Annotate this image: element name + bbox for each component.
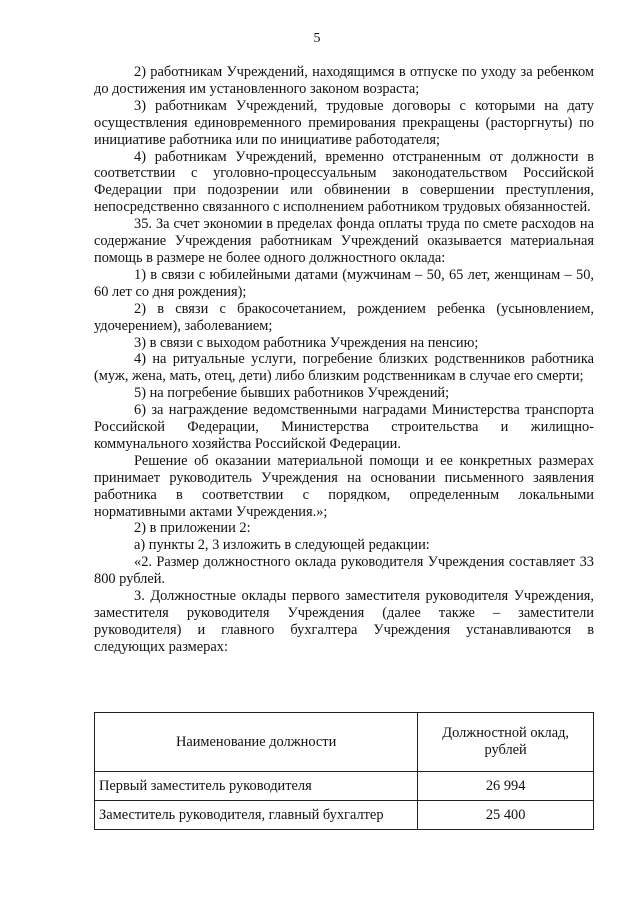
table-cell-salary: 26 994 xyxy=(418,772,594,801)
table-row xyxy=(95,772,594,801)
paragraph-aid-funeral: 4) на ритуальные услуги, погребение близких родственников работника (муж, жена, мать, отец, дети) либо близким родственникам в случае его смерти; xyxy=(94,351,594,385)
body-text xyxy=(94,64,594,656)
page-number: 5 xyxy=(313,31,321,46)
table-cell-position: Первый заместитель руководителя xyxy=(95,772,418,801)
paragraph-aid-former-employees: 5) на погребение бывших работников Учреждений; xyxy=(134,385,450,402)
column-header-salary: Должностной оклад, рублей xyxy=(418,713,594,772)
paragraph-item-2-parental-leave: 2) работникам Учреждений, находящимся в отпуске по уходу за ребенком до достижения им установленного законом возраста; xyxy=(94,64,594,97)
paragraph-director-salary: «2. Размер должностного оклада руководителя Учреждения составляет 33 800 рублей. xyxy=(94,554,594,588)
salary-table xyxy=(94,712,594,830)
column-header-position: Наименование должности xyxy=(95,713,418,772)
paragraph-points-2-3: а) пункты 2, 3 изложить в следующей редакции: xyxy=(134,537,430,554)
paragraph-item-3-terminated-contracts: 3) работникам Учреждений, трудовые договоры с которыми на дату осуществления единовременного премирования прекращены (расторгнуты) по инициативе работника или по инициативе работодателя; xyxy=(94,97,594,148)
paragraph-aid-retirement: 3) в связи с выходом работника Учреждения на пенсию; xyxy=(134,334,479,351)
table-header-row xyxy=(95,713,594,772)
paragraph-deputy-salaries: 3. Должностные оклады первого заместителя руководителя Учреждения, заместителя руководителя Учреждения (далее также – заместители руководителя) и главного бухгалтера Учреждения устанавливаются в следующих размерах: xyxy=(94,588,594,655)
paragraph-35-material-aid: 35. За счет экономии в пределах фонда оплаты труда по смете расходов на содержание Учреждения работникам Учреждений оказывается материальная помощь в размере не более одного должностного оклада: xyxy=(94,216,594,266)
paragraph-aid-awards: 6) за награждение ведомственными наградами Министерства транспорта Российской Федерации, Министерства строительства и жилищно-коммунального хозяйства Российской Федерации. xyxy=(94,402,594,452)
paragraph-appendix-2: 2) в приложении 2: xyxy=(134,520,251,537)
paragraph-aid-anniversary: 1) в связи с юбилейными датами (мужчинам – 50, 65 лет, женщинам – 50, 60 лет со дня рождения); xyxy=(94,266,594,300)
paragraph-aid-marriage: 2) в связи с бракосочетанием, рождением ребенка (усыновлением, удочерением), заболеванием; xyxy=(94,300,594,334)
paragraph-item-4-suspended-employees: 4) работникам Учреждений, временно отстраненным от должности в соответствии с уголовно-процессуальным законодательством Российской Федерации при подозрении или обвинении в совершении преступления, непосредственно связанного с исполнением работником трудовых обязанностей. xyxy=(94,148,594,216)
table-row xyxy=(95,801,594,830)
table-cell-position: Заместитель руководителя, главный бухгалтер xyxy=(95,801,418,830)
paragraph-aid-decision: Решение об оказании материальной помощи и ее конкретных размерах принимает руководитель Учреждения на основании письменного заявления работника в соответствии с порядком, определенным локальными нормативными актами Учреждения.»; xyxy=(94,452,594,520)
table-cell-salary: 25 400 xyxy=(418,801,594,830)
